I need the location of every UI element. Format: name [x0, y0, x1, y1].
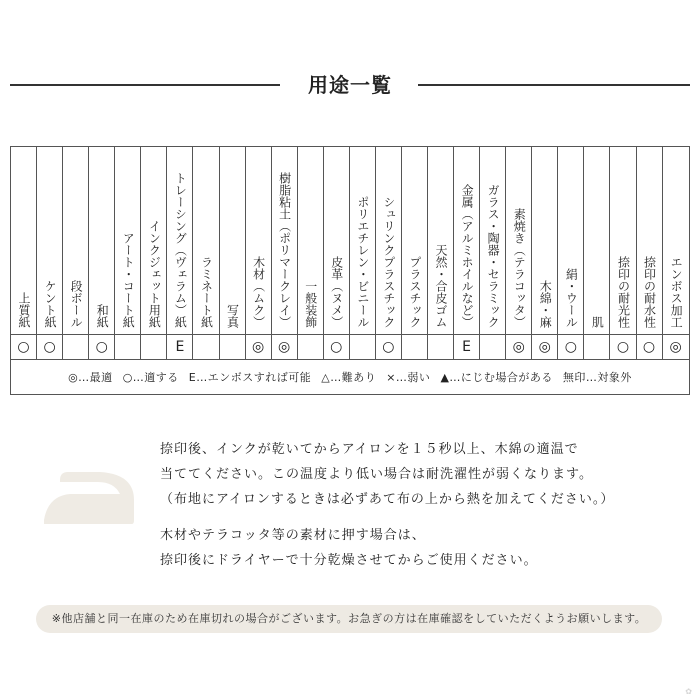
- suitability-mark: ◎: [669, 339, 682, 355]
- column-label: 木綿・麻: [538, 280, 553, 328]
- legend-item: ▲…にじむ場合がある: [440, 371, 553, 384]
- suitability-mark: ○: [558, 335, 584, 359]
- note-line-5: 捺印後にドライヤーで十分乾燥させてからご使用ください。: [160, 553, 538, 568]
- suitability-mark: ○: [37, 335, 63, 359]
- note-line-2: 当ててください。この温度より低い場合は耐洗濯性が弱くなります。: [160, 467, 593, 482]
- suitability-mark: ◎: [272, 335, 298, 359]
- column-header: [376, 147, 402, 334]
- column-header: [584, 147, 610, 334]
- column-label: シュリンクプラスチック: [381, 196, 396, 328]
- column-header: [454, 147, 480, 334]
- column-header: [89, 147, 115, 334]
- suitability-mark: [350, 335, 376, 359]
- suitability-mark: ◎: [532, 335, 558, 359]
- column-header: [506, 147, 532, 334]
- suitability-mark: [584, 335, 610, 359]
- suitability-mark: ○: [610, 335, 636, 359]
- column-header: [350, 147, 376, 334]
- column-label: 上質紙: [17, 292, 32, 328]
- column-label: トレーシング（ヴェラム）紙: [173, 172, 188, 328]
- suitability-mark: [115, 335, 141, 359]
- legend-item: ×…弱い: [386, 371, 431, 384]
- iron-icon: [40, 468, 136, 526]
- suitability-mark: [480, 335, 506, 359]
- column-label: 絹・ウール: [564, 268, 579, 328]
- header-row: [11, 147, 689, 334]
- column-label: インクジェット用紙: [147, 220, 162, 328]
- column-label: ラミネート紙: [199, 256, 214, 328]
- column-label: 樹脂粘土（ポリマークレイ）: [277, 172, 292, 328]
- suitability-mark: ○: [637, 335, 663, 359]
- column-header: [220, 147, 246, 334]
- suitability-mark: E: [167, 335, 193, 359]
- suitability-mark: ○: [11, 335, 37, 359]
- column-label: ポリエチレン・ビニール: [355, 196, 370, 328]
- suitability-mark: [141, 335, 167, 359]
- column-label: 肌: [590, 316, 605, 328]
- column-label: アート・コート紙: [121, 232, 136, 328]
- suitability-mark: ○: [89, 335, 115, 359]
- note-line-3: （布地にアイロンするときは必ずあて布の上から熱を加えてください。）: [160, 492, 615, 507]
- suitability-mark: ◎: [506, 335, 532, 359]
- column-header: [272, 147, 298, 334]
- column-header: [167, 147, 193, 334]
- column-header: [115, 147, 141, 334]
- suitability-mark: [220, 335, 246, 359]
- suitability-mark: ○: [376, 335, 402, 359]
- legend-item: ◎…最適: [68, 371, 113, 384]
- suitability-mark: ◎: [246, 335, 272, 359]
- watermark-logo: ✿: [685, 687, 692, 696]
- column-header: [558, 147, 584, 334]
- column-header: [298, 147, 324, 334]
- suitability-mark: [428, 335, 454, 359]
- column-header: [246, 147, 272, 334]
- column-label: 和紙: [95, 304, 110, 328]
- page-title: 用途一覧: [308, 73, 392, 97]
- column-header: [480, 147, 506, 334]
- legend-item: ○…適する: [122, 371, 179, 384]
- column-header: [63, 147, 89, 334]
- title-rule-right: [418, 84, 690, 86]
- column-label: ケント紙: [43, 280, 58, 328]
- column-label: 木材（ムク）: [251, 256, 266, 328]
- legend-item: △…難あり: [321, 371, 377, 384]
- column-header: [610, 147, 636, 334]
- note-line-4: 木材やテラコッタ等の素材に押す場合は、: [160, 528, 426, 543]
- column-label: 一般装飾: [303, 280, 318, 328]
- column-label: 段ボール: [69, 280, 84, 328]
- column-header: [11, 147, 37, 334]
- mark-row: [11, 334, 689, 360]
- column-header: [402, 147, 428, 334]
- column-header: [637, 147, 663, 334]
- suitability-mark: [63, 335, 89, 359]
- column-label: 捺印の耐水性: [642, 256, 657, 328]
- column-header: [141, 147, 167, 334]
- stock-notice: ※他店舗と同一在庫のため在庫切れの場合がございます。お急ぎの方は在庫確認をしていただくようお願いします。: [36, 605, 662, 633]
- suitability-mark: [402, 335, 428, 359]
- column-label: 皮革（ヌメ）: [329, 256, 344, 328]
- suitability-mark: [298, 335, 324, 359]
- column-header: [663, 147, 689, 334]
- column-label: 素焼き（テラコッタ）: [512, 208, 527, 328]
- column-label: ガラス・陶器・セラミック: [486, 184, 501, 328]
- column-header: [532, 147, 558, 334]
- column-label: 捺印の耐光性: [616, 256, 631, 328]
- column-header: [37, 147, 63, 334]
- column-label: プラスチック: [407, 256, 422, 328]
- title-area: [10, 70, 690, 100]
- column-header: [428, 147, 454, 334]
- column-label: 写真: [225, 304, 240, 328]
- column-label: 金属（アルミホイルなど）: [460, 184, 475, 328]
- legend-item: 無印…対象外: [562, 371, 632, 384]
- usage-table: [10, 146, 690, 395]
- note-line-1: 捺印後、インクが乾いてからアイロンを１５秒以上、木綿の適温で: [160, 442, 579, 457]
- suitability-mark: E: [454, 335, 480, 359]
- suitability-mark: ○: [324, 335, 350, 359]
- column-label: エンボス加工: [669, 256, 684, 328]
- column-header: [193, 147, 219, 334]
- suitability-mark: [193, 335, 219, 359]
- column-header: [324, 147, 350, 334]
- legend: [11, 360, 689, 394]
- column-label: 天然・合皮ゴム: [434, 244, 449, 328]
- legend-item: E…エンボスすれば可能: [188, 371, 312, 384]
